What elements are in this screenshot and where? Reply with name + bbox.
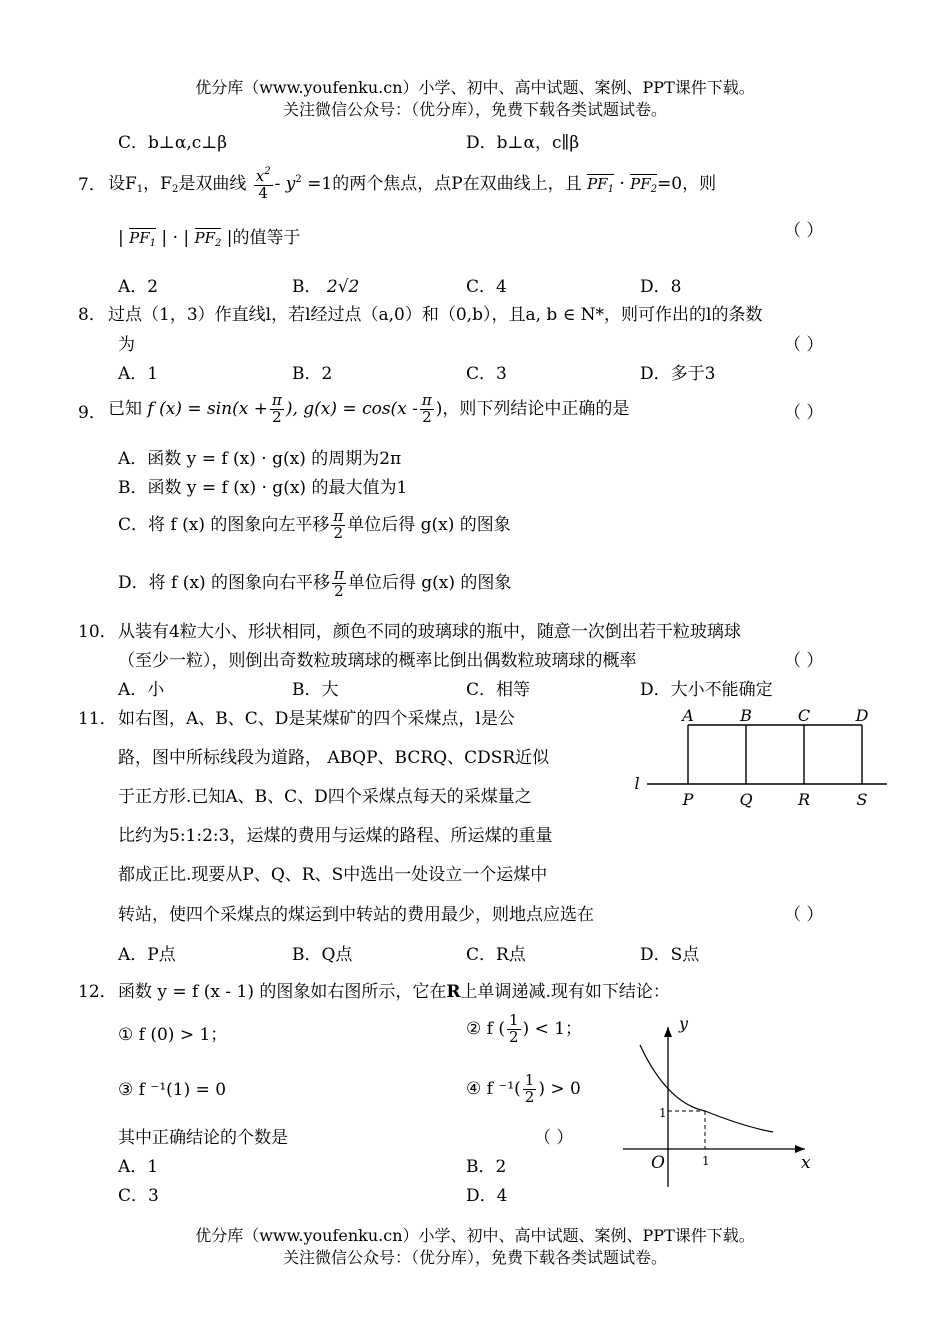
q8-answer-paren: （ ）: [784, 335, 824, 355]
q12-option-d: D．4: [466, 1186, 508, 1206]
q7-option-a: A．2: [118, 277, 159, 297]
point-r-label: R: [797, 790, 811, 809]
point-b-label: B: [740, 706, 752, 725]
q11-answer-paren: （ ）: [784, 905, 824, 925]
header-line-2: 关注微信公众号：（优分库），免费下载各类试题试卷。: [282, 100, 667, 119]
q12-answer-paren: （ ）: [534, 1128, 574, 1148]
q9-option-b: B．函数 y = f (x) · g(x) 的最大值为1: [118, 478, 408, 498]
q12-number: 12．: [78, 982, 117, 1002]
point-q-label: Q: [739, 790, 753, 809]
q9-answer-paren: （ ）: [784, 403, 824, 423]
q10-option-a: A．小: [118, 680, 165, 700]
q8-stem-line-1: 过点（1，3）作直线l，若l经过点（a,0）和（0,b），且a, b ∈ N*，则可作出的l的条数: [108, 305, 763, 325]
q11-option-d: D．S点: [640, 945, 700, 965]
q12-conclusion-4: ④ f ⁻¹( $\frac{1}{2}$ ) > 0: [466, 1071, 581, 1106]
q9-option-c: C．将 f (x) 的图象向左平移 $\frac{\pi}{2}$ 单位后得 g(x) 的图象: [118, 507, 511, 542]
q7-hyperbola-fraction: $\frac{x^2}{4}$: [255, 166, 271, 202]
q7-option-d: D．8: [640, 277, 682, 297]
q11-option-c: C．R点: [466, 945, 526, 965]
q11-stem-line-2: 路，图中所标线段为道路， ABQP、BCRQ、CDSR近似: [118, 748, 550, 768]
q12-conclusion-2: ② f ( $\frac{1}{2}$ ) < 1；: [466, 1011, 583, 1046]
q12-option-c: C．3: [118, 1186, 159, 1206]
q10-stem-line-1: 从装有4粒大小、形状相同，颜色不同的玻璃球的瓶中，随意一次倒出若干粒玻璃球: [118, 622, 741, 642]
point-a-label: A: [682, 706, 694, 725]
q10-option-d: D．大小不能确定: [640, 680, 773, 700]
q11-option-b: B．Q点: [292, 945, 353, 965]
q8-number: 8．: [78, 305, 106, 325]
q8-option-a: A．1: [118, 364, 159, 384]
q11-stem-line-6: 转站，使四个采煤点的煤运到中转站的费用最少，则地点应选在: [118, 905, 594, 925]
footer-line-2: 关注微信公众号：（优分库），免费下载各类试题试卷。: [282, 1248, 667, 1267]
q7-option-b: B． 2√2: [292, 277, 360, 297]
q11-stem-line-1: 如右图，A、B、C、D是某煤矿的四个采煤点，l是公: [118, 709, 515, 729]
q12-conclusion-1: ① f (0) > 1；: [118, 1025, 228, 1045]
origin-label: O: [651, 1153, 665, 1173]
q11-number: 11．: [78, 709, 117, 729]
q12-option-a: A．1: [118, 1157, 159, 1177]
q9-stem: 已知 f (x) = sin(x + $\frac{\pi}{2}$ ), g(x) = cos(x - $\frac{\pi}{2}$ )，则下列结论中正确的是: [108, 391, 630, 426]
q9-number: 9．: [78, 403, 106, 423]
y-axis-label: y: [679, 1015, 689, 1033]
q11-stem-line-4: 比约为5:1:2:3，运煤的费用与运煤的路程、所运煤的重量: [118, 826, 553, 846]
q7-stem: 设$F_1$，$F_2$是双曲线 $\frac{x^2}{4}$ - $y^2 =1$的两个焦点，点P在双曲线上，且 $PF_1 \cdot PF_2=0$，则: [108, 166, 717, 202]
header-line-1: 优分库（www.youfenku.cn）小学、初中、高中试题、案例、PPT课件下载。: [195, 78, 755, 97]
point-p-label: P: [682, 790, 694, 809]
q7-option-c: C．4: [466, 277, 507, 297]
q12-stem: 函数 y = f (x - 1) 的图象如右图所示，它在R上单调递减.现有如下结论：: [118, 982, 670, 1002]
q10-number: 10．: [78, 622, 117, 642]
q11-option-a: A．P点: [118, 945, 176, 965]
q6-option-c: C．b⊥α,c⊥β: [118, 133, 228, 153]
q11-stem-line-3: 于正方形.已知A、B、C、D四个采煤点每天的采煤量之: [118, 787, 532, 807]
q10-option-c: C．相等: [466, 680, 531, 700]
q7-number: 7．: [78, 175, 106, 195]
q7-stem-line-2: | $PF_1$ | · | $PF_2$ |的值等于: [118, 218, 301, 258]
q12-summary: 其中正确结论的个数是: [118, 1128, 288, 1148]
road-l-label: l: [634, 774, 640, 793]
q10-option-b: B．大: [292, 680, 339, 700]
q12-conclusion-3: ③ f ⁻¹(1) = 0: [118, 1080, 227, 1100]
q12-option-b: B．2: [466, 1157, 507, 1177]
x-axis-label: x: [801, 1153, 811, 1173]
q8-option-c: C．3: [466, 364, 507, 384]
footer-line-1: 优分库（www.youfenku.cn）小学、初中、高中试题、案例、PPT课件下载。: [195, 1226, 755, 1245]
q10-answer-paren: （ ）: [784, 651, 824, 671]
q11-road-diagram: [625, 700, 890, 815]
q12-function-graph: [615, 1015, 815, 1190]
q9-option-a: A．函数 y = f (x) · g(x) 的周期为2π: [118, 449, 402, 469]
q8-option-b: B．2: [292, 364, 333, 384]
q8-stem-line-2: 为: [118, 335, 135, 355]
q8-option-d: D．多于3: [640, 364, 716, 384]
q9-option-d: D．将 f (x) 的图象向右平移 $\frac{\pi}{2}$ 单位后得 g(x) 的图象: [118, 565, 512, 600]
y-tick-one: 1: [659, 1106, 667, 1120]
point-c-label: C: [797, 706, 811, 725]
point-d-label: D: [855, 706, 869, 725]
q11-stem-line-5: 都成正比.现要从P、Q、R、S中选出一处设立一个运煤中: [118, 865, 548, 885]
q6-option-d: D．b⊥α，c∥β: [466, 133, 580, 153]
q7-answer-paren: （ ）: [784, 221, 824, 241]
q10-stem-line-2: （至少一粒），则倒出奇数粒玻璃球的概率比倒出偶数粒玻璃球的概率: [118, 651, 637, 671]
x-tick-one: 1: [702, 1154, 710, 1168]
point-s-label: S: [856, 790, 868, 809]
